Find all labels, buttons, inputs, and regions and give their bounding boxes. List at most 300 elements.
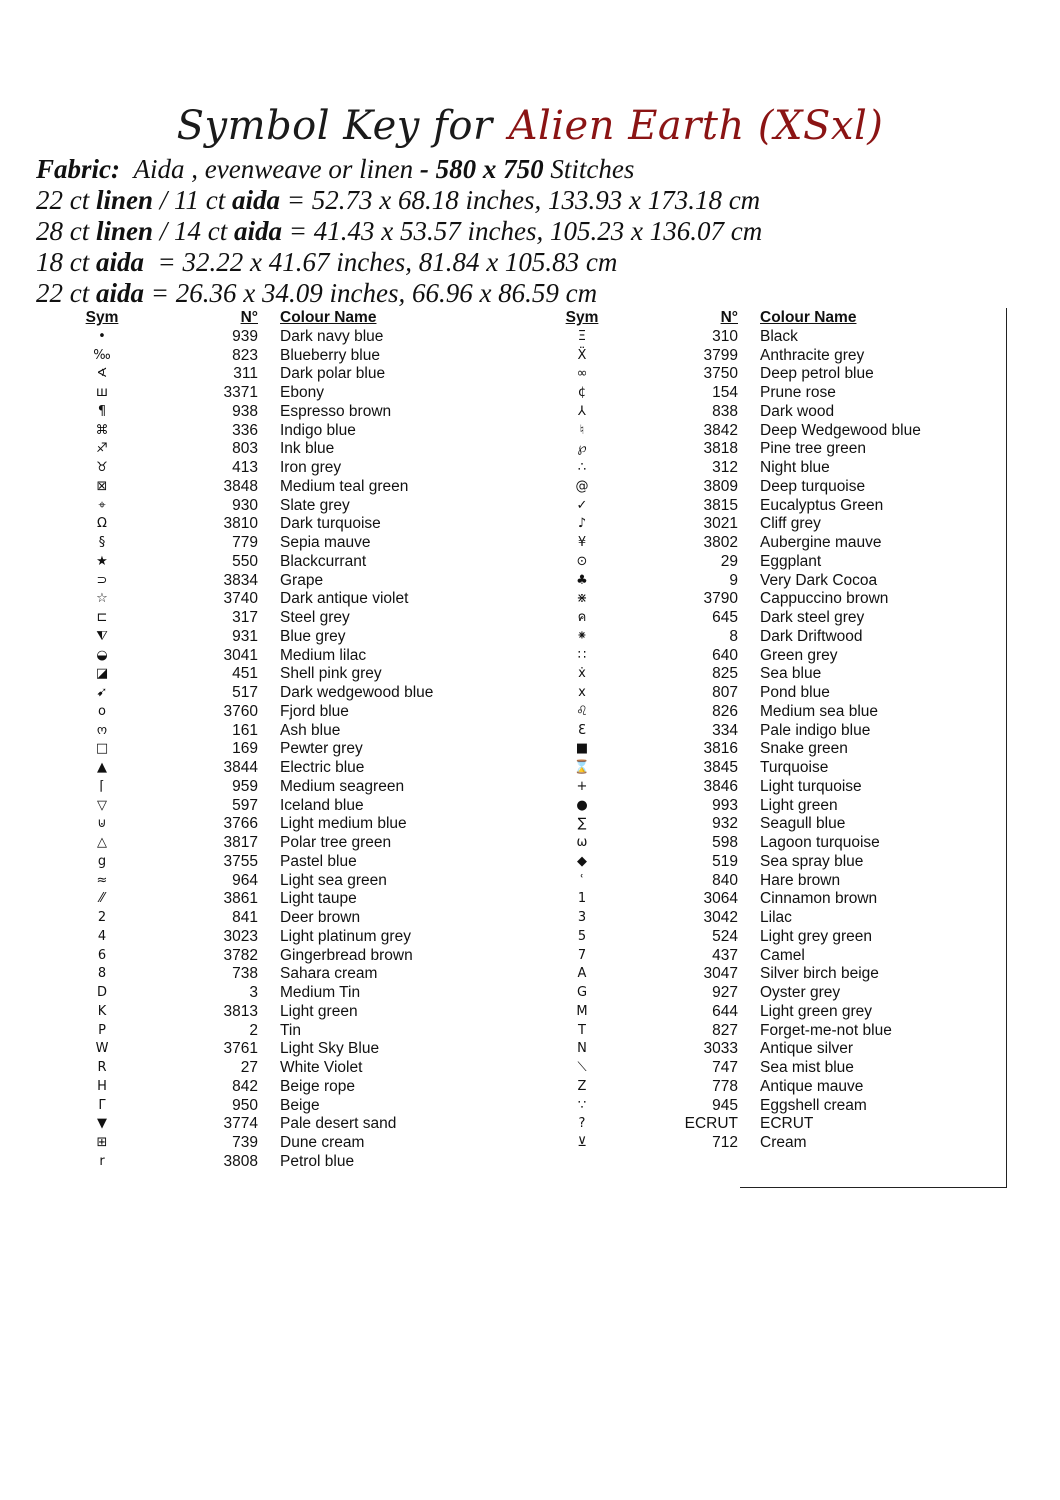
symbol-cell: Ẍ <box>577 347 587 363</box>
colour-name-cell: Sea spray blue <box>760 852 864 870</box>
number-cell: 738 <box>232 965 258 983</box>
number-cell: 964 <box>232 871 258 889</box>
symbol-cell: ♌ <box>576 703 588 719</box>
colour-name-cell: Dark steel grey <box>760 609 865 626</box>
number-cell: 930 <box>232 496 258 514</box>
fabric-size-line <box>36 185 762 216</box>
number-cell: 3813 <box>223 1002 258 1020</box>
number-cell: 3817 <box>223 834 258 851</box>
number-cell: 807 <box>712 684 738 701</box>
symbol-cell: ? <box>578 1116 586 1132</box>
table-row <box>520 965 980 984</box>
fabric-size-line <box>36 278 762 309</box>
table-row <box>40 834 500 853</box>
symbol-cell: K <box>97 1003 107 1019</box>
symbol-cell: r <box>99 1153 105 1169</box>
colour-name-cell: Sepia mauve <box>280 534 371 551</box>
colour-name-cell: Steel grey <box>280 609 350 626</box>
number-cell: 550 <box>232 552 258 570</box>
colour-name-cell: Pewter grey <box>280 740 363 758</box>
table-row <box>520 422 980 441</box>
size-part-e: = 52.73 x 68.18 inches, 133.93 x 173.18 cm <box>280 185 761 215</box>
symbol-cell: ¢ <box>577 385 587 400</box>
colour-name-cell: Light green <box>280 1002 358 1020</box>
size-part-d: aida <box>234 216 283 246</box>
table-row <box>40 703 500 722</box>
table-row <box>520 384 980 403</box>
colour-name-cell: Eggplant <box>760 552 822 570</box>
colour-name-cell: Cinnamon brown <box>760 890 878 908</box>
table-row <box>40 347 500 366</box>
symbol-cell: ⋇ <box>576 591 588 607</box>
table-row <box>40 797 500 816</box>
table-row <box>520 759 980 778</box>
colour-name-cell: Dark antique violet <box>280 590 409 608</box>
symbol-cell: ẋ <box>578 666 586 682</box>
table-row <box>520 815 980 834</box>
colour-name-cell: Dark wedgewood blue <box>280 684 434 701</box>
symbol-cell: ⊻ <box>577 1135 587 1150</box>
table-row <box>40 384 500 403</box>
table-row <box>520 534 980 553</box>
number-cell: 336 <box>232 421 258 439</box>
size-part-e: = 26.36 x 34.09 inches, 66.96 x 86.59 cm <box>144 278 598 308</box>
table-row <box>520 928 980 947</box>
number-cell: 3790 <box>703 590 738 608</box>
symbol-cell: H <box>97 1078 107 1094</box>
header-num: N° <box>240 309 258 326</box>
table-row <box>520 872 980 891</box>
number-cell: 823 <box>232 346 258 364</box>
symbol-cell: ⁄⁄ <box>99 891 105 907</box>
symbol-cell: g <box>97 853 107 869</box>
colour-name-cell: Light medium blue <box>280 815 407 833</box>
colour-name-cell: Pale indigo blue <box>760 721 871 739</box>
size-part-a: 22 ct <box>36 185 96 215</box>
table-row <box>520 909 980 928</box>
number-cell: 932 <box>712 815 738 833</box>
symbol-cell: R <box>97 1060 107 1075</box>
table-row <box>40 778 500 797</box>
size-part-b: aida <box>96 247 145 277</box>
colour-name-cell: Prune rose <box>760 384 836 401</box>
symbol-cell: ✓ <box>576 497 588 513</box>
size-part-e: = 41.43 x 53.57 inches, 105.23 x 136.07 cm <box>282 216 763 246</box>
number-cell: 3042 <box>703 909 738 926</box>
number-cell: 3834 <box>223 571 258 589</box>
symbol-cell: ⊞ <box>96 1135 108 1150</box>
number-cell: 3844 <box>223 759 258 776</box>
symbol-cell: ☆ <box>96 591 108 607</box>
symbol-cell: T <box>578 1022 586 1038</box>
symbol-cell: ⊃ <box>96 572 108 588</box>
symbol-cell: 6 <box>97 947 107 963</box>
table-row <box>40 365 500 384</box>
number-cell: 517 <box>232 684 258 701</box>
symbol-cell: ℘ <box>577 441 587 457</box>
colour-name-cell: Dark turquoise <box>280 515 381 533</box>
table-row <box>40 459 500 478</box>
number-cell: 3861 <box>223 890 258 908</box>
table-row <box>40 553 500 572</box>
number-cell: 644 <box>712 1002 738 1020</box>
table-row <box>520 497 980 516</box>
number-cell: 519 <box>712 852 738 870</box>
number-cell: 993 <box>712 796 738 814</box>
table-row <box>520 890 980 909</box>
table-row <box>40 609 500 628</box>
table-row <box>520 703 980 722</box>
table-row <box>40 947 500 966</box>
table-row <box>40 1134 500 1153</box>
symbol-cell: ♣ <box>576 572 588 588</box>
table-row <box>40 684 500 703</box>
number-cell: 3023 <box>223 927 258 945</box>
number-cell: 3766 <box>223 815 258 833</box>
symbol-cell: 4 <box>97 928 107 944</box>
table-row <box>520 797 980 816</box>
symbol-cell: ≈ <box>96 872 108 888</box>
colour-name-cell: Sea mist blue <box>760 1059 854 1076</box>
colour-name-cell: Polar tree green <box>280 834 392 851</box>
fabric-stitches-word: Stitches <box>543 154 635 184</box>
symbol-cell: 7 <box>577 947 587 963</box>
symbol-cell: ⌈ <box>99 778 105 794</box>
symbol-cell: Ω <box>97 516 107 532</box>
colour-name-cell: Deep turquoise <box>760 477 866 495</box>
table-row <box>520 740 980 759</box>
number-cell: 3846 <box>703 777 738 795</box>
header-num: N° <box>720 309 738 326</box>
fabric-line <box>36 154 762 185</box>
table-header <box>40 309 500 328</box>
number-cell: 945 <box>712 1096 738 1114</box>
colour-name-cell: Forget-me-not blue <box>760 1021 892 1039</box>
table-row <box>520 647 980 666</box>
fabric-info <box>36 154 762 309</box>
colour-name-cell: Antique mauve <box>760 1077 864 1095</box>
colour-name-cell: Light turquoise <box>760 777 862 795</box>
number-cell: 29 <box>720 552 738 570</box>
colour-name-cell: Cliff grey <box>760 515 821 533</box>
symbol-cell: A <box>577 966 587 982</box>
symbol-cell: ⧨ <box>96 628 108 644</box>
table-row <box>520 665 980 684</box>
table-row <box>520 459 980 478</box>
symbol-cell: ⁕ <box>576 628 588 644</box>
table-row <box>40 722 500 741</box>
colour-name-cell: Blackcurrant <box>280 552 367 570</box>
colour-name-cell: Medium seagreen <box>280 777 405 795</box>
colour-name-cell: Dune cream <box>280 1134 365 1151</box>
number-cell: 3755 <box>223 852 258 870</box>
number-cell: 778 <box>712 1077 738 1095</box>
colour-name-cell: Snake green <box>760 740 848 758</box>
table-row <box>40 872 500 891</box>
colour-name-cell: Iceland blue <box>280 796 364 814</box>
table-row <box>520 984 980 1003</box>
number-cell: 827 <box>712 1021 738 1039</box>
number-cell: 838 <box>712 402 738 420</box>
symbol-cell: Ɛ <box>578 722 586 738</box>
number-cell: 959 <box>232 777 258 795</box>
symbol-table-right <box>520 309 980 1153</box>
symbol-cell: Γ <box>98 1097 106 1113</box>
symbol-cell: @ <box>575 478 589 494</box>
number-cell: 3802 <box>703 534 738 551</box>
colour-name-cell: Turquoise <box>760 759 829 776</box>
number-cell: 8 <box>729 627 738 645</box>
symbol-cell: ♉ <box>96 460 108 475</box>
colour-name-cell: Deep petrol blue <box>760 365 874 383</box>
colour-name-cell: Ebony <box>280 384 324 401</box>
colour-name-cell: Slate grey <box>280 496 350 514</box>
colour-name-cell: Very Dark Cocoa <box>760 571 878 589</box>
symbol-cell: ш <box>96 385 108 400</box>
colour-name-cell: Pine tree green <box>760 440 866 458</box>
colour-name-cell: ECRUT <box>760 1115 814 1133</box>
size-part-c: / 14 ct <box>153 216 235 246</box>
symbol-cell: ¶ <box>97 403 107 419</box>
table-row <box>520 347 980 366</box>
table-row <box>40 984 500 1003</box>
number-cell: 842 <box>232 1077 258 1095</box>
fabric-stitches: 580 x 750 <box>435 154 544 184</box>
table-row <box>520 1097 980 1116</box>
colour-name-cell: Antique silver <box>760 1040 854 1058</box>
number-cell: 3782 <box>223 946 258 964</box>
symbol-cell: ⌛ <box>573 760 591 775</box>
table-row <box>40 534 500 553</box>
number-cell: 927 <box>712 984 738 1001</box>
colour-name-cell: Green grey <box>760 646 838 664</box>
colour-name-cell: Deer brown <box>280 909 361 926</box>
number-cell: 950 <box>232 1096 258 1114</box>
number-cell: 3750 <box>703 365 738 383</box>
colour-name-cell: Indigo blue <box>280 421 356 439</box>
table-row <box>40 328 500 347</box>
table-row <box>40 965 500 984</box>
number-cell: 931 <box>232 627 258 645</box>
number-cell: 3033 <box>703 1040 738 1058</box>
number-cell: 938 <box>232 402 258 420</box>
table-row <box>520 947 980 966</box>
table-row <box>520 628 980 647</box>
colour-name-cell: Light grey green <box>760 927 873 945</box>
number-cell: 3842 <box>703 421 738 439</box>
colour-name-cell: Sea blue <box>760 665 822 683</box>
symbol-cell: G <box>576 985 588 1000</box>
symbol-cell: ⊏ <box>96 610 108 625</box>
number-cell: 3371 <box>223 384 258 401</box>
symbol-cell: 2 <box>97 910 107 925</box>
symbol-cell: ⌘ <box>95 422 109 438</box>
colour-name-cell: Seagull blue <box>760 815 846 833</box>
number-cell: 3064 <box>703 890 738 908</box>
colour-name-cell: Dark polar blue <box>280 365 386 383</box>
table-row <box>40 497 500 516</box>
colour-name-cell: Light green grey <box>760 1002 873 1020</box>
number-cell: 161 <box>232 721 258 739</box>
size-part-a: 22 ct <box>36 278 96 308</box>
number-cell: 169 <box>232 740 258 758</box>
table-row <box>40 928 500 947</box>
table-row <box>40 590 500 609</box>
table-row <box>40 1097 500 1116</box>
header-sym: Sym <box>85 309 119 326</box>
table-row <box>40 1003 500 1022</box>
colour-name-cell: Gingerbread brown <box>280 946 413 964</box>
symbol-cell: ▼ <box>97 1116 107 1132</box>
colour-name-cell: Beige rope <box>280 1077 355 1095</box>
symbol-cell: ◆ <box>577 853 587 869</box>
symbol-cell: ♐ <box>96 441 108 457</box>
table-row <box>40 665 500 684</box>
table-row <box>520 403 980 422</box>
table-row <box>40 628 500 647</box>
colour-name-cell: Cappuccino brown <box>760 590 889 608</box>
symbol-cell: N <box>577 1041 587 1057</box>
colour-name-cell: Pond blue <box>760 684 830 701</box>
header-name: Colour Name <box>760 309 857 326</box>
size-part-c: / 11 ct <box>153 185 233 215</box>
table-row <box>520 1059 980 1078</box>
number-cell: 3047 <box>703 965 738 983</box>
table-row <box>520 365 980 384</box>
symbol-cell: ♪ <box>577 516 587 532</box>
number-cell: 317 <box>232 609 258 626</box>
colour-name-cell: Medium Tin <box>280 984 361 1001</box>
number-cell: 3809 <box>703 477 738 495</box>
number-cell: 3799 <box>703 346 738 364</box>
size-part-a: 18 ct <box>36 247 96 277</box>
symbol-cell: • <box>98 328 106 344</box>
table-row <box>520 1022 980 1041</box>
symbol-cell: ∵ <box>577 1097 587 1113</box>
symbol-cell: D <box>96 985 107 1000</box>
symbol-cell: Ξ <box>577 328 587 344</box>
table-header <box>520 309 980 328</box>
colour-name-cell: Cream <box>760 1134 807 1151</box>
symbol-cell: ¥ <box>577 535 587 550</box>
symbol-cell: ● <box>576 797 588 813</box>
header-sym: Sym <box>565 309 599 326</box>
number-cell: 747 <box>712 1059 738 1076</box>
number-cell: 826 <box>712 702 738 720</box>
number-cell: 154 <box>712 384 738 401</box>
table-row <box>40 440 500 459</box>
colour-name-cell: Light taupe <box>280 890 357 908</box>
table-row <box>520 684 980 703</box>
fabric-label: Fabric: <box>36 154 120 184</box>
table-row <box>520 1115 980 1134</box>
symbol-cell: ⅄ <box>578 403 586 419</box>
fabric-size-line <box>36 216 762 247</box>
colour-name-cell: Ink blue <box>280 440 335 458</box>
colour-name-cell: Light platinum grey <box>280 927 411 945</box>
table-row <box>520 1134 980 1153</box>
colour-name-cell: Eggshell cream <box>760 1096 867 1114</box>
symbol-cell: ⊍ <box>97 816 107 832</box>
colour-name-cell: Sahara cream <box>280 965 378 983</box>
table-row <box>40 403 500 422</box>
number-cell: 779 <box>232 534 258 551</box>
colour-name-cell: Lagoon turquoise <box>760 834 880 851</box>
symbol-cell: ω <box>576 835 588 850</box>
number-cell: 597 <box>232 796 258 814</box>
symbol-cell: ∑ <box>577 816 587 832</box>
colour-name-cell: Night blue <box>760 459 830 476</box>
number-cell: 3818 <box>703 440 738 458</box>
number-cell: 3774 <box>223 1115 258 1133</box>
colour-name-cell: Aubergine mauve <box>760 534 882 551</box>
colour-name-cell: Ash blue <box>280 721 341 739</box>
number-cell: 3740 <box>223 590 258 608</box>
size-part-b: aida <box>96 278 145 308</box>
symbol-cell: ■ <box>575 741 589 757</box>
colour-name-cell: Camel <box>760 946 805 964</box>
number-cell: 825 <box>712 665 738 683</box>
table-row <box>520 1040 980 1059</box>
number-cell: 3041 <box>223 646 258 664</box>
size-part-a: 28 ct <box>36 216 96 246</box>
symbol-cell: Z <box>577 1078 587 1094</box>
colour-name-cell: Dark navy blue <box>280 327 384 345</box>
table-row <box>520 478 980 497</box>
symbol-cell: ∢ <box>96 366 108 382</box>
number-cell: 413 <box>232 459 258 476</box>
symbol-cell: ค <box>577 610 587 625</box>
number-cell: 312 <box>712 459 738 476</box>
number-cell: 437 <box>712 946 738 964</box>
number-cell: 3 <box>249 984 258 1001</box>
number-cell: 598 <box>712 834 738 851</box>
colour-name-cell: Tin <box>280 1021 301 1039</box>
table-row <box>520 553 980 572</box>
colour-name-cell: Blue grey <box>280 627 346 645</box>
pattern-name: Alien Earth (XSxl) <box>508 103 884 149</box>
number-cell: 27 <box>240 1059 258 1076</box>
colour-name-cell: Dark Driftwood <box>760 627 863 645</box>
colour-name-cell: Deep Wedgewood blue <box>760 421 921 439</box>
number-cell: 640 <box>712 646 738 664</box>
number-cell: 3810 <box>223 515 258 533</box>
symbol-cell: ʿ <box>580 872 584 888</box>
symbol-cell: 1 <box>577 891 587 907</box>
colour-name-cell: Fjord blue <box>280 702 349 720</box>
table-row <box>40 1153 500 1172</box>
colour-name-cell: Shell pink grey <box>280 665 382 683</box>
table-row <box>40 478 500 497</box>
fabric-size-line <box>36 247 762 278</box>
page-title <box>0 98 1060 154</box>
colour-name-cell: Light Sky Blue <box>280 1040 380 1058</box>
symbol-cell: ⌖ <box>98 497 106 513</box>
table-row <box>40 1078 500 1097</box>
table-row <box>520 722 980 741</box>
table-row <box>520 609 980 628</box>
number-cell: 3848 <box>223 477 258 495</box>
table-row <box>520 1003 980 1022</box>
number-cell: 3815 <box>703 496 738 514</box>
colour-name-cell: Eucalyptus Green <box>760 496 884 514</box>
table-row <box>40 853 500 872</box>
table-row <box>520 440 980 459</box>
number-cell: 645 <box>712 609 738 626</box>
colour-name-cell: White Violet <box>280 1059 363 1076</box>
size-part-d: aida <box>232 185 281 215</box>
symbol-cell: ◒ <box>96 647 108 663</box>
